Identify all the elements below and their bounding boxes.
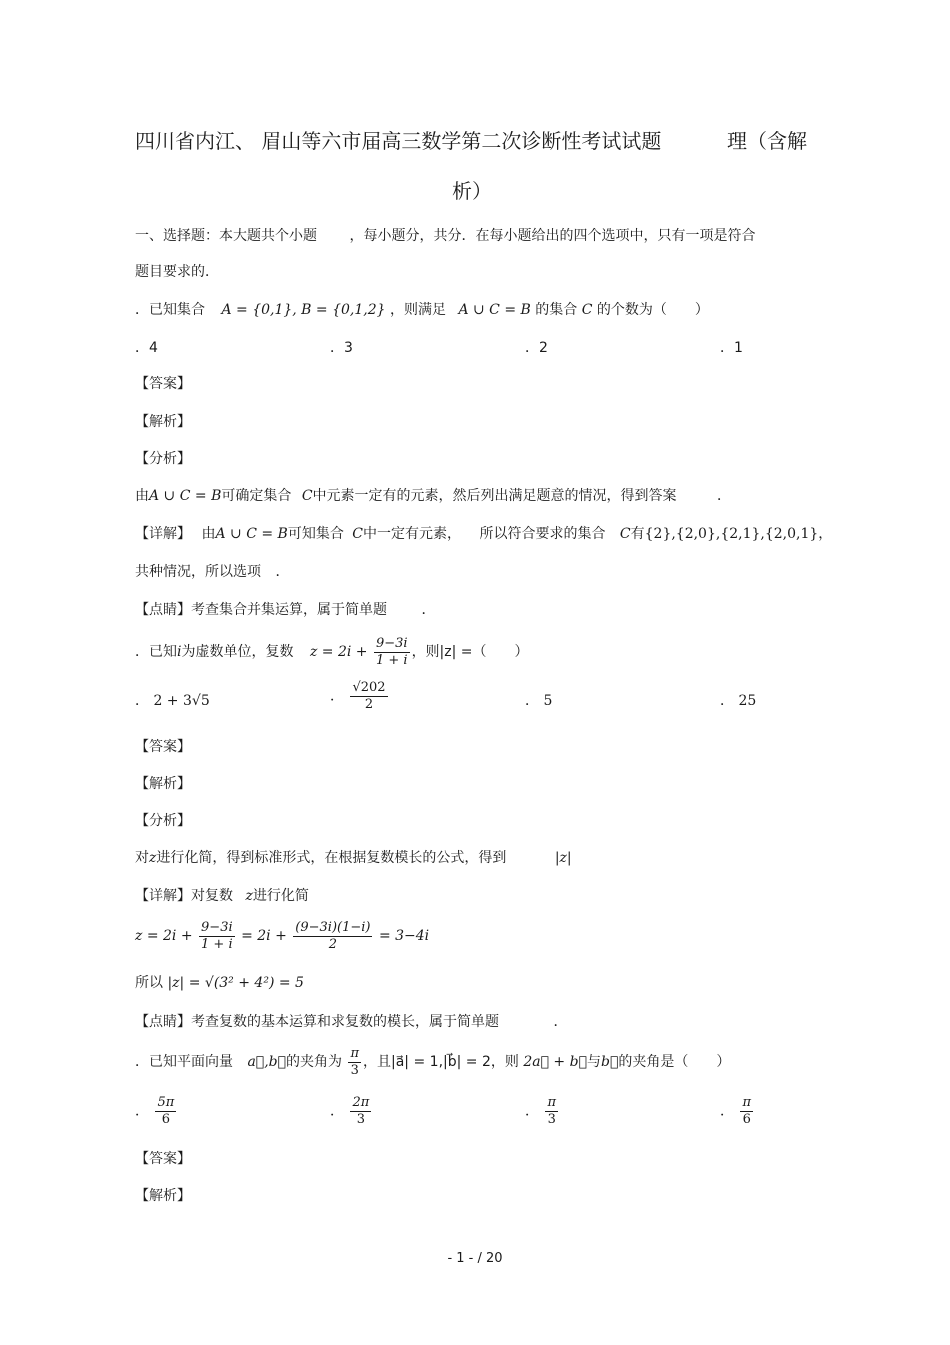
q3-opt-d-fraction (740, 1095, 753, 1128)
page-number: - 1 - / 20 (447, 1251, 503, 1266)
q3-angle-fraction (348, 1046, 361, 1079)
q2-option-c (525, 691, 552, 711)
q1-condition: A ∪ C = B (458, 302, 531, 318)
q1-xiangjie-var2: C (619, 526, 631, 542)
q3-opt-b-dot: ． (330, 1103, 344, 1120)
section-header-line2 (135, 262, 219, 282)
q2-mod-expr: |z| = √(3² + 4²) = 5 (167, 975, 304, 991)
q3-opt-a-num: 5π (157, 1095, 175, 1110)
q2-fenxi-b: 进行化简，得到标准形式，在根据复数模长的公式，得到 (156, 850, 507, 866)
q2-option-b (330, 680, 390, 713)
q1-fenxi-label: 【分析】 (135, 451, 191, 467)
title-text-a: 四川省内江、 眉山等六市届高三数学第二次诊断性考试试题 (135, 129, 662, 153)
q3-opt-c-den: 3 (547, 1112, 556, 1127)
q2-opt-c-dot: ． (525, 693, 539, 709)
q2-frac-num: 9−3i (375, 635, 408, 651)
q1-xiangjie-e: 有 (630, 526, 645, 542)
q2-opt-a-value: 2 + 3√5 (153, 693, 210, 709)
q2-fenxi-a: 对 (135, 850, 149, 866)
q3-opt-a-fraction (155, 1095, 176, 1128)
q2-option-d (720, 691, 756, 711)
q1-fenxi-cond: A ∪ C = B (149, 488, 222, 504)
q2-xiangjie-b: 进行化简 (252, 888, 309, 904)
q2-opt-d-value: 25 (738, 693, 757, 709)
q3-opt-c-num: π (547, 1095, 556, 1110)
q2-answer-label: 【答案】 (135, 739, 191, 755)
q1-option-a: ．4 (135, 340, 158, 356)
q2-calc-frac2 (293, 920, 372, 953)
q2-stem-c: ，则|z| =（ ） (411, 644, 529, 660)
q3-option-a (135, 1095, 178, 1128)
q3-opt-d-den: 6 (742, 1112, 751, 1127)
q1-xiangjie-cond: A ∪ C = B (215, 526, 288, 542)
q2-calc-f1-num: 9−3i (201, 919, 233, 935)
q2-xiangjie-a: 对复数 (191, 888, 233, 904)
q2-opt-b-num: √202 (352, 680, 386, 695)
section-header-part1: 一、选择题：本大题共个小题 (135, 228, 317, 244)
q1-xiangjie (135, 524, 832, 544)
q1-xiangjie-d: 所以符合要求的集合 (479, 526, 606, 542)
section-header (135, 226, 755, 246)
q1-option-d: ．1 (720, 340, 743, 356)
q3-stem-expr: 2a⃗ + b⃗ (523, 1054, 587, 1070)
q3-analysis-label: 【解析】 (135, 1188, 191, 1204)
q2-frac-den: 1 + i (375, 652, 408, 668)
q3-answer-label: 【答案】 (135, 1151, 191, 1167)
q1-xiangjie-line2-text: 共种情况，所以选项 (135, 564, 261, 580)
q2-modulus (135, 973, 304, 993)
q1-fenxi-var: C (301, 488, 313, 504)
q2-stem-fraction (374, 636, 410, 669)
q3-opt-c-fraction (545, 1095, 558, 1128)
q2-suoyi: 所以 (135, 975, 163, 991)
q1-fenxi-a: 由 (135, 488, 149, 504)
q2-analysis-label: 【解析】 (135, 776, 191, 792)
q3-option-b (330, 1095, 373, 1128)
q3-opt-b-fraction (350, 1095, 371, 1128)
q1-stem (135, 300, 709, 320)
q3-stem-c: ，且|a⃗| = 1,|b⃗| = 2，则 (363, 1054, 519, 1070)
q1-dianjing-text: 考查集合并集运算，属于简单题 (191, 602, 387, 618)
q3-stem-bvec: b⃗ (600, 1054, 619, 1070)
q2-opt-b-den: 2 (364, 697, 374, 712)
q1-fenxi-b: 可确定集合 (221, 488, 292, 504)
q2-calc-f2-num: (9−3i)(1−i) (295, 919, 371, 935)
q2-opt-b-fraction (350, 680, 387, 713)
q1-answer-label: 【答案】 (135, 376, 191, 392)
q1-fenxi-c: 中元素一定有的元素，然后列出满足题意的情况，得到答案 (312, 488, 677, 504)
q1-sets: A = {0,1}, B = {0,1,2} (221, 302, 386, 318)
q1-fenxi-text (135, 486, 731, 506)
q1-dianjing-end: ． (421, 602, 436, 618)
q1-xiangjie-sets: {2},{2,0},{2,1},{2,0,1} (644, 526, 819, 542)
q3-angle-num: π (350, 1045, 360, 1061)
q1-stem-d: 的个数为（ ） (596, 302, 709, 318)
q2-stem-b: 为虚数单位，复数 (181, 644, 294, 660)
q2-opt-d-dot: ． (720, 693, 734, 709)
q2-stem-i: i (177, 644, 182, 660)
q2-calc-mid: = 2i + (241, 928, 287, 944)
q2-stem-z: z = 2i + (309, 644, 368, 660)
q3-stem-vecs: a⃗,b⃗ (247, 1054, 287, 1070)
q1-xiangjie-line2 (135, 562, 289, 582)
q2-opt-b-dot: ． (330, 688, 344, 705)
q2-stem-a: ．已知 (135, 644, 177, 660)
q2-calc-f1-den: 1 + i (201, 936, 233, 952)
q2-calc-frac1 (199, 920, 235, 953)
q1-xiangjie-var: C (352, 526, 363, 542)
q2-dianjing (135, 1012, 567, 1032)
q2-dianjing-label: 【点睛】 (135, 1014, 191, 1030)
q3-opt-b-den: 3 (356, 1112, 365, 1127)
q2-calculation (135, 916, 429, 956)
q2-stem (135, 634, 529, 670)
q3-opt-a-den: 6 (161, 1112, 170, 1127)
q2-dianjing-text: 考查复数的基本运算和求复数的模长，属于简单题 (191, 1014, 499, 1030)
q2-xiangjie-label: 【详解】 (135, 888, 191, 904)
q3-stem-a: ．已知平面向量 (135, 1054, 233, 1070)
q1-fenxi-end: ． (717, 488, 731, 504)
q1-xiangjie-f: ， (818, 526, 833, 542)
section-header-part2: ，每小题分，共分．在每小题给出的四个选项中，只有一项是符合 (349, 228, 756, 244)
q3-opt-c-dot: ． (525, 1103, 539, 1120)
q1-stem-c: 的集合 (535, 302, 578, 318)
q1-analysis-label: 【解析】 (135, 414, 191, 430)
q1-dianjing (135, 600, 435, 620)
q1-dianjing-label: 【点睛】 (135, 602, 191, 618)
q1-option-c: ．2 (525, 340, 548, 356)
section-header-part3: 题目要求的． (135, 264, 219, 280)
q1-xiangjie-a: 由 (201, 526, 216, 542)
q1-xiangjie-label: 【详解】 (135, 526, 191, 542)
q3-option-d (720, 1095, 755, 1128)
q1-stem-b: ，则满足 (389, 302, 446, 318)
q2-option-a (135, 691, 210, 711)
q1-option-b: ．3 (330, 340, 353, 356)
q2-xiangjie: 【详解】对复数 z进行化简 (135, 888, 309, 904)
q1-xiangjie-line2-end: ． (275, 564, 290, 580)
q2-opt-a-dot: ． (135, 693, 149, 709)
q2-fenxi-abs: |z| (554, 850, 572, 866)
q3-stem-b: 的夹角为 (286, 1054, 343, 1070)
q2-opt-c-value: 5 (543, 693, 553, 709)
q3-angle-den: 3 (350, 1062, 359, 1078)
q2-fenxi-text: 对z进行化简，得到标准形式，在根据复数模长的公式，得到 |z| (135, 850, 572, 866)
q1-xiangjie-b: 可知集合 (287, 526, 344, 542)
q1-xiangjie-c: 中一定有元素， (363, 526, 461, 542)
q1-var-c: C (581, 302, 593, 318)
title-text-b: 理（含解 (727, 129, 807, 153)
q1-stem-a: ．已知集合 (135, 302, 205, 318)
q2-calc-right: = 3−4i (378, 928, 430, 944)
title-text-c: 析） (452, 179, 492, 203)
q3-opt-d-dot: ． (720, 1103, 734, 1120)
q3-option-c (525, 1095, 560, 1128)
q2-fenxi-label: 【分析】 (135, 813, 191, 829)
q3-opt-a-dot: ． (135, 1103, 149, 1120)
q2-calc-f2-den: 2 (328, 936, 338, 952)
doc-title-line1-b (727, 127, 807, 155)
q3-opt-b-num: 2π (352, 1095, 370, 1110)
doc-title-line2 (452, 177, 492, 205)
q3-opt-d-num: π (742, 1095, 751, 1110)
q3-stem-e: 的夹角是（ ） (618, 1054, 731, 1070)
q2-calc-left: z = 2i + (135, 928, 193, 944)
q3-stem-d: 与 (586, 1054, 601, 1070)
q3-stem (135, 1044, 730, 1080)
doc-title-line1 (135, 127, 661, 155)
q2-dianjing-end: ． (553, 1014, 568, 1030)
